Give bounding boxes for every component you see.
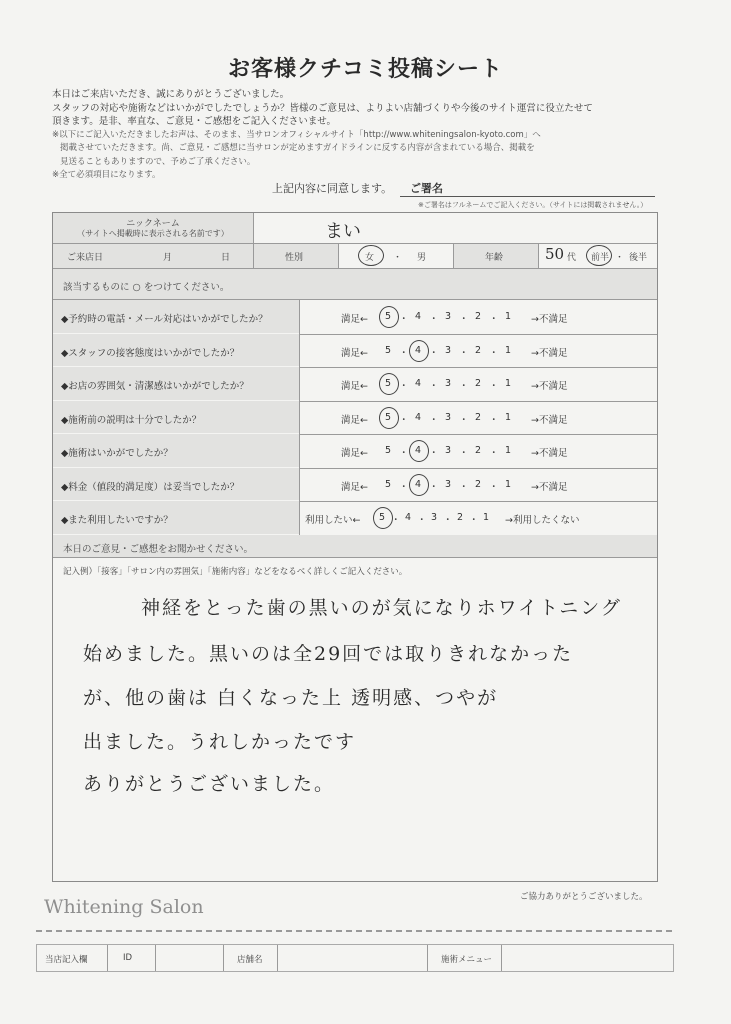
question-text: ◆予約時の電話・メール対応はいかがでしたか？ bbox=[61, 314, 268, 325]
agree-text: 上記内容に同意します。 bbox=[272, 182, 393, 195]
rating-option[interactable]: 1 bbox=[483, 512, 490, 523]
rating-option[interactable]: 2 bbox=[475, 445, 482, 456]
rating-option[interactable]: 5 bbox=[385, 378, 392, 389]
rating-option[interactable]: 2 bbox=[475, 311, 482, 322]
scale-right-label: →利用したくない bbox=[505, 515, 580, 526]
divider bbox=[107, 945, 108, 971]
age-second-half[interactable]: 後半 bbox=[629, 253, 648, 263]
scale-right-label: →不満足 bbox=[531, 481, 568, 493]
divider bbox=[299, 434, 300, 468]
separator-dot: ・ bbox=[429, 481, 439, 493]
divider bbox=[538, 243, 539, 268]
rating-option[interactable]: 1 bbox=[505, 478, 512, 490]
question-text: ◆料金（値段的満足度）は妥当でしたか？ bbox=[61, 481, 240, 493]
divider bbox=[223, 945, 224, 971]
rating-option[interactable]: 4 bbox=[415, 378, 422, 389]
rating-option[interactable]: 2 bbox=[475, 344, 482, 356]
rating-selected-mark bbox=[379, 306, 399, 328]
question-text: ◆お店の雰囲気・清潔感はいかがでしたか？ bbox=[61, 381, 249, 392]
separator-dot: ・ bbox=[459, 448, 469, 459]
separator-dot: ・ bbox=[429, 347, 439, 359]
whitening-salon-logo: Whitening Salon bbox=[44, 896, 204, 918]
comment-line: ありがとうございました。 bbox=[83, 773, 336, 795]
separator-dot: ・ bbox=[469, 515, 479, 526]
divider bbox=[427, 945, 428, 971]
visit-day: 日 bbox=[221, 253, 231, 263]
scale-right-label: →不満足 bbox=[531, 448, 568, 459]
rating-option[interactable]: 2 bbox=[475, 478, 482, 490]
separator-dot: ・ bbox=[399, 347, 409, 359]
divider bbox=[155, 945, 156, 971]
divider bbox=[299, 334, 300, 368]
rating-option[interactable]: 2 bbox=[457, 512, 464, 523]
rating-option[interactable]: 2 bbox=[475, 411, 482, 423]
separator-dot: ・ bbox=[489, 314, 499, 325]
scale-right-label: →不満足 bbox=[531, 414, 568, 426]
rating-option[interactable]: 4 bbox=[405, 512, 412, 523]
intro-line: 頂きます。是非、率直な、ご意見・ご感想をご記入くださいませ。 bbox=[52, 116, 336, 127]
rating-option[interactable]: 3 bbox=[445, 311, 452, 322]
id-field[interactable] bbox=[161, 950, 221, 966]
comment-line: 始めました。黒いのは全29回では取りきれなかった bbox=[83, 643, 574, 665]
separator-dot: ・ bbox=[429, 414, 439, 426]
rating-option[interactable]: 3 bbox=[445, 344, 452, 356]
instruction-text: 該当するものに ○ をつけてください。 bbox=[63, 282, 230, 293]
separator-dot: ・ bbox=[399, 448, 409, 459]
rating-selected-mark bbox=[379, 407, 399, 429]
question-text: ◆スタッフの接客態度はいかがでしたか？ bbox=[61, 347, 240, 359]
separator-dot: ・ bbox=[417, 515, 427, 526]
divider bbox=[253, 213, 254, 243]
intro-line: 本日はご来店いただき、誠にありがとうございました。 bbox=[52, 89, 290, 100]
intro-note: ※以下にご記入いただきましたお声は、そのまま、当サロンオフィシャルサイト「http://www.whiteningsalon-kyoto.com」へ bbox=[52, 129, 541, 140]
separator-dot: ・ bbox=[489, 381, 499, 392]
nickname-sublabel: （サイトへ掲載時に表示される名前です） bbox=[77, 229, 229, 238]
separator-dot: ・ bbox=[399, 481, 409, 493]
rating-option[interactable]: 3 bbox=[431, 512, 438, 523]
intro-text bbox=[52, 88, 672, 183]
rating-option[interactable]: 3 bbox=[445, 445, 452, 456]
nickname-label: ニックネーム bbox=[126, 219, 180, 229]
scale-left-label: 満足← bbox=[341, 481, 368, 493]
page-title: お客様クチコミ投稿シート bbox=[227, 57, 504, 82]
question-text: ◆また利用したいですか？ bbox=[61, 515, 173, 526]
comment-line: 出ました。うれしかったです bbox=[83, 731, 357, 753]
age-selected-mark bbox=[586, 245, 612, 266]
id-label: ID bbox=[123, 953, 133, 963]
rating-option[interactable]: 1 bbox=[505, 344, 512, 356]
store-name-field[interactable] bbox=[283, 950, 423, 966]
question-text: ◆施術前の説明は十分でしたか？ bbox=[61, 414, 202, 426]
scale-right-label: →不満足 bbox=[531, 381, 568, 392]
rating-option[interactable]: 1 bbox=[505, 411, 512, 423]
store-entry-box bbox=[36, 944, 674, 972]
separator-dot: ・ bbox=[443, 515, 453, 526]
rating-selected-mark bbox=[373, 507, 393, 529]
comment-example: 記入例）「接客」「サロン内の雰囲気」「施術内容」などをなるべく詳しくご記入ください。 bbox=[63, 567, 408, 577]
rating-option[interactable]: 1 bbox=[505, 445, 512, 456]
separator-dot: ・ bbox=[489, 347, 499, 359]
rating-option[interactable]: 5 bbox=[385, 478, 392, 490]
rating-option[interactable]: 4 bbox=[415, 311, 422, 322]
rating-option[interactable]: 4 bbox=[415, 411, 422, 423]
scale-right-label: →不満足 bbox=[531, 347, 568, 359]
separator-dot: ・ bbox=[489, 481, 499, 493]
signature-field[interactable] bbox=[400, 196, 655, 197]
thanks-text: ご協力ありがとうございました。 bbox=[520, 892, 648, 902]
store-name-label: 店舗名 bbox=[237, 955, 263, 965]
rating-selected-mark bbox=[379, 373, 399, 395]
divider bbox=[338, 243, 339, 268]
separator-dot: ・ bbox=[429, 381, 439, 392]
divider bbox=[299, 501, 300, 535]
rating-option[interactable]: 1 bbox=[505, 378, 512, 389]
scale-left-label: 満足← bbox=[341, 314, 368, 325]
rating-option[interactable]: 2 bbox=[475, 378, 482, 389]
rating-selected-mark bbox=[409, 440, 429, 462]
scale-left-label: 満足← bbox=[341, 347, 368, 359]
separator-dot: ・ bbox=[393, 253, 403, 263]
separator-dot: ・ bbox=[459, 347, 469, 359]
visit-label: ご来店日 bbox=[67, 253, 104, 263]
menu-label: 施術メニュー bbox=[441, 955, 493, 965]
rating-option[interactable]: 3 bbox=[445, 411, 452, 423]
separator-dot: ・ bbox=[489, 448, 499, 459]
comment-header: 本日のご意見・ご感想をお聞かせください。 bbox=[63, 544, 254, 555]
rating-option[interactable]: 5 bbox=[385, 445, 392, 456]
rating-option[interactable]: 4 bbox=[415, 478, 422, 490]
separator-dot: ・ bbox=[429, 448, 439, 459]
separator-dot: ・ bbox=[489, 414, 499, 426]
intro-line: スタッフの対応や施術などはいかがでしたでしょうか？皆様のご意見は、よりよい店舗づくりや今後のサイト運営に役立たせて bbox=[52, 102, 593, 114]
menu-field[interactable] bbox=[507, 950, 667, 966]
cut-line bbox=[36, 930, 672, 932]
store-entry-label: 当店記入欄 bbox=[45, 955, 88, 965]
signature-note: ※ご署名はフルネームでご記入ください。（サイトには掲載されません。） bbox=[418, 201, 648, 209]
separator-dot: ・ bbox=[459, 314, 469, 325]
separator-dot: ・ bbox=[459, 414, 469, 426]
gender-male[interactable]: 男 bbox=[417, 253, 427, 263]
separator-dot: ・ bbox=[399, 414, 409, 426]
rating-option[interactable]: 3 bbox=[445, 478, 452, 490]
nickname-value[interactable]: まい bbox=[325, 221, 361, 242]
rating-option[interactable]: 5 bbox=[385, 344, 392, 356]
divider bbox=[299, 300, 300, 334]
divider bbox=[277, 945, 278, 971]
separator-dot: ・ bbox=[459, 381, 469, 392]
separator-dot: ・ bbox=[615, 253, 625, 263]
scale-left-label: 利用したい← bbox=[305, 515, 361, 526]
rating-option[interactable]: 1 bbox=[505, 311, 512, 322]
divider bbox=[501, 945, 502, 971]
separator-dot: ・ bbox=[399, 314, 409, 325]
divider bbox=[299, 367, 300, 401]
intro-note: ※全て必須項目になります。 bbox=[52, 170, 161, 180]
intro-note: 見送ることもありますので、予めご了承ください。 bbox=[60, 156, 256, 167]
question-text: ◆施術はいかがでしたか？ bbox=[61, 448, 173, 459]
rating-selected-mark bbox=[409, 474, 429, 496]
scale-left-label: 満足← bbox=[341, 381, 368, 392]
gender-label: 性別 bbox=[285, 253, 304, 263]
rating-option[interactable]: 5 bbox=[385, 311, 392, 322]
gender-selected-mark bbox=[358, 245, 384, 266]
rating-option[interactable]: 5 bbox=[385, 411, 392, 423]
survey-form bbox=[52, 212, 658, 882]
separator-dot: ・ bbox=[459, 481, 469, 493]
gender-female[interactable]: 女 bbox=[365, 253, 375, 263]
separator-dot: ・ bbox=[391, 515, 401, 526]
separator-dot: ・ bbox=[429, 314, 439, 325]
age-unit: 代 bbox=[567, 253, 577, 263]
comment-line: 神経をとった歯の黒いのが気になりホワイトニング bbox=[141, 597, 622, 619]
rating-option[interactable]: 5 bbox=[379, 512, 386, 523]
rating-selected-mark bbox=[409, 340, 429, 362]
signature-label: ご署名 bbox=[410, 182, 443, 195]
scale-left-label: 満足← bbox=[341, 414, 368, 426]
divider bbox=[299, 401, 300, 435]
age-label: 年齢 bbox=[485, 253, 504, 263]
divider bbox=[299, 468, 300, 502]
age-first-half[interactable]: 前半 bbox=[591, 253, 610, 263]
comment-line: が、他の歯は 白くなった上 透明感、つやが bbox=[83, 687, 499, 709]
intro-note: 掲載させていただきます。尚、ご意見・ご感想に当サロンが定めますガイドラインに反する内容が含まれている場合、掲載を bbox=[60, 143, 535, 153]
rating-option[interactable]: 4 bbox=[415, 445, 422, 456]
rating-option[interactable]: 4 bbox=[415, 344, 422, 356]
visit-month: 月 bbox=[163, 253, 173, 263]
divider bbox=[53, 557, 657, 558]
age-value[interactable]: 50 bbox=[545, 245, 565, 263]
rating-option[interactable]: 3 bbox=[445, 378, 452, 389]
separator-dot: ・ bbox=[399, 381, 409, 392]
scale-right-label: →不満足 bbox=[531, 314, 568, 325]
scale-left-label: 満足← bbox=[341, 448, 368, 459]
